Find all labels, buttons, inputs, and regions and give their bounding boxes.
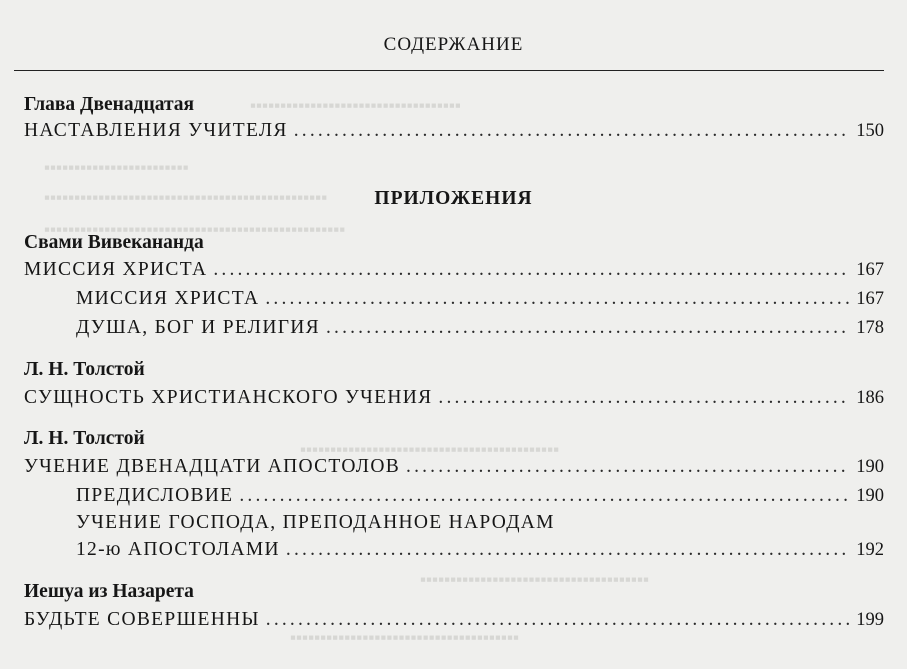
toc-subentry[interactable] bbox=[76, 539, 884, 569]
toc-entry-title: СУЩНОСТЬ ХРИСТИАНСКОГО УЧЕНИЯ bbox=[24, 387, 433, 408]
toc-entry[interactable] bbox=[24, 456, 884, 486]
bleed-through-text: ▪▪▪▪▪▪▪▪▪▪▪▪▪▪▪▪▪▪▪▪▪▪▪▪▪▪▪▪▪▪▪▪▪▪▪▪▪▪▪▪▪▪▪▪▪▪▪ bbox=[44, 188, 328, 207]
dot-leader bbox=[266, 609, 850, 631]
bleed-through-text: ▪▪▪▪▪▪▪▪▪▪▪▪▪▪▪▪▪▪▪▪▪▪▪▪▪▪▪▪▪▪▪▪▪▪▪ bbox=[250, 96, 461, 115]
toc-subentry[interactable] bbox=[76, 288, 884, 318]
toc-subentry-title: ДУША, БОГ И РЕЛИГИЯ bbox=[76, 317, 320, 338]
toc-subentry[interactable] bbox=[76, 485, 884, 515]
toc-subentry-page: 178 bbox=[856, 318, 884, 338]
dot-leader bbox=[326, 317, 850, 339]
toc-subentry-title: УЧЕНИЕ ГОСПОДА, ПРЕПОДАННОЕ НАРОДАМ bbox=[76, 512, 555, 533]
toc-subentry-page: 190 bbox=[856, 486, 884, 506]
running-head: СОДЕРЖАНИЕ bbox=[383, 34, 524, 55]
toc-subentry[interactable] bbox=[76, 512, 884, 542]
toc-entry[interactable] bbox=[24, 609, 884, 639]
author-heading: Свами Вивекананда bbox=[24, 232, 204, 253]
bleed-through-text: ▪▪▪▪▪▪▪▪▪▪▪▪▪▪▪▪▪▪▪▪▪▪▪▪▪▪▪▪▪▪▪▪▪▪▪▪▪▪▪▪▪▪▪ bbox=[300, 440, 560, 459]
toc-entry-page: 167 bbox=[856, 260, 884, 280]
toc-subentry-page: 192 bbox=[856, 540, 884, 560]
toc-entry-title: УЧЕНИЕ ДВЕНАДЦАТИ АПОСТОЛОВ bbox=[24, 456, 401, 477]
toc-subentry-title: ПРЕДИСЛОВИЕ bbox=[76, 485, 234, 506]
author-heading: Иешуа из Назарета bbox=[24, 581, 194, 602]
dot-leader bbox=[213, 259, 850, 281]
bleed-through-text: ▪▪▪▪▪▪▪▪▪▪▪▪▪▪▪▪▪▪▪▪▪▪▪▪▪▪▪▪▪▪▪▪▪▪▪▪▪▪ bbox=[290, 628, 520, 647]
toc-entry-title: МИССИЯ ХРИСТА bbox=[24, 259, 208, 280]
header-rule bbox=[14, 70, 884, 71]
dot-leader bbox=[286, 539, 850, 561]
dot-leader bbox=[265, 288, 850, 310]
toc-entry-page: 150 bbox=[856, 121, 884, 141]
bleed-through-text: ▪▪▪▪▪▪▪▪▪▪▪▪▪▪▪▪▪▪▪▪▪▪▪▪ bbox=[44, 158, 189, 177]
bleed-through-text: ▪▪▪▪▪▪▪▪▪▪▪▪▪▪▪▪▪▪▪▪▪▪▪▪▪▪▪▪▪▪▪▪▪▪▪▪▪▪▪▪▪▪▪▪▪▪▪▪▪▪ bbox=[44, 220, 346, 239]
toc-entry-title: БУДЬТЕ СОВЕРШЕННЫ bbox=[24, 609, 260, 630]
bleed-through-text: ▪▪▪▪▪▪▪▪▪▪▪▪▪▪▪▪▪▪▪▪▪▪▪▪▪▪▪▪▪▪▪▪▪▪▪▪▪▪ bbox=[420, 570, 650, 589]
chapter-label: Глава Двенадцатая bbox=[24, 94, 195, 115]
toc-subentry-title: 12-ю АПОСТОЛАМИ bbox=[76, 539, 280, 560]
dot-leader bbox=[239, 485, 850, 507]
toc-entry-page: 186 bbox=[856, 388, 884, 408]
dot-leader bbox=[438, 387, 850, 409]
appendix-title: ПРИЛОЖЕНИЯ bbox=[374, 188, 533, 209]
toc-entry-title: НАСТАВЛЕНИЯ УЧИТЕЛЯ bbox=[24, 120, 288, 141]
dot-leader bbox=[294, 120, 851, 142]
toc-entry-page: 199 bbox=[856, 610, 884, 630]
author-heading: Л. Н. Толстой bbox=[24, 359, 145, 380]
dot-leader bbox=[406, 456, 850, 478]
toc-entry[interactable] bbox=[24, 259, 884, 289]
toc-subentry-page: 167 bbox=[856, 289, 884, 309]
author-heading: Л. Н. Толстой bbox=[24, 428, 145, 449]
toc-entry[interactable] bbox=[24, 120, 884, 150]
toc-subentry[interactable] bbox=[76, 317, 884, 347]
toc-entry-page: 190 bbox=[856, 457, 884, 477]
toc-entry[interactable] bbox=[24, 387, 884, 417]
toc-subentry-title: МИССИЯ ХРИСТА bbox=[76, 288, 260, 309]
